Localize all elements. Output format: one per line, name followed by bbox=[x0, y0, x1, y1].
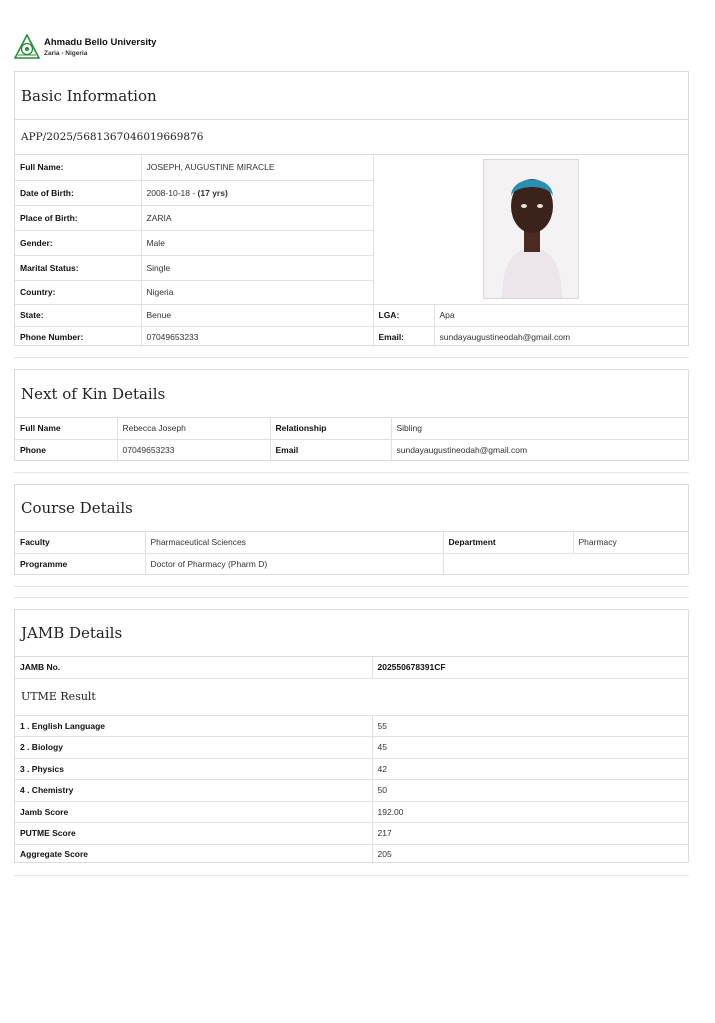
next-of-kin-title: Next of Kin Details bbox=[15, 370, 688, 418]
kin-full-name-value: Rebecca Joseph bbox=[117, 418, 270, 439]
dob-date: 2008-10-18 - bbox=[146, 187, 198, 198]
kin-relationship-label: Relationship bbox=[270, 418, 391, 439]
section-divider bbox=[14, 597, 689, 598]
next-of-kin-card bbox=[14, 369, 689, 461]
section-divider bbox=[14, 472, 689, 473]
subject-score: 45 bbox=[372, 736, 688, 758]
next-of-kin-table bbox=[15, 418, 688, 460]
basic-information-title: Basic Information bbox=[15, 72, 688, 120]
country-value: Nigeria bbox=[141, 280, 373, 304]
lga-label: LGA: bbox=[373, 304, 434, 326]
country-label: Country: bbox=[15, 280, 141, 304]
department-label: Department bbox=[443, 532, 573, 553]
dob-label: Date of Birth: bbox=[15, 180, 141, 205]
aggregate-score-label: Aggregate Score bbox=[15, 844, 372, 864]
kin-email-label: Email bbox=[270, 439, 391, 460]
course-details-card bbox=[14, 484, 689, 575]
photo-cell bbox=[373, 155, 688, 304]
application-number: APP/2025/5681367046019669876 bbox=[15, 120, 688, 155]
subject-label: 3 . Physics bbox=[15, 758, 372, 779]
jamb-score-value: 192.00 bbox=[372, 801, 688, 822]
section-divider bbox=[14, 875, 689, 876]
basic-information-table bbox=[15, 155, 688, 347]
jamb-no-value: 202550678391CF bbox=[372, 657, 688, 678]
jamb-details-table bbox=[15, 657, 688, 864]
email-label: Email: bbox=[373, 326, 434, 347]
kin-full-name-label: Full Name bbox=[15, 418, 117, 439]
course-details-table bbox=[15, 532, 688, 574]
state-label: State: bbox=[15, 304, 141, 326]
programme-label: Programme bbox=[15, 553, 145, 574]
jamb-details-card bbox=[14, 609, 689, 863]
gender-value: Male bbox=[141, 230, 373, 255]
university-location: Zaria - Nigeria bbox=[44, 50, 88, 57]
empty-cell bbox=[443, 553, 688, 574]
subject-label: 2 . Biology bbox=[15, 736, 372, 758]
utme-result-heading: UTME Result bbox=[15, 678, 688, 715]
section-divider bbox=[14, 586, 689, 587]
lga-value: Apa bbox=[434, 304, 688, 326]
kin-phone-value: 07049653233 bbox=[117, 439, 270, 460]
applicant-photo bbox=[483, 159, 579, 299]
full-name-value: JOSEPH, AUGUSTINE MIRACLE bbox=[141, 155, 373, 180]
putme-score-label: PUTME Score bbox=[15, 822, 372, 844]
programme-value: Doctor of Pharmacy (Pharm D) bbox=[145, 553, 443, 574]
email-value: sundayaugustineodah@gmail.com bbox=[434, 326, 688, 347]
faculty-label: Faculty bbox=[15, 532, 145, 553]
gender-label: Gender: bbox=[15, 230, 141, 255]
pob-value: ZARIA bbox=[141, 205, 373, 230]
subject-label: 4 . Chemistry bbox=[15, 779, 372, 801]
phone-number-value: 07049653233 bbox=[141, 326, 373, 347]
marital-status-label: Marital Status: bbox=[15, 255, 141, 280]
jamb-no-label: JAMB No. bbox=[15, 657, 372, 678]
state-value: Benue bbox=[141, 304, 373, 326]
phone-number-label: Phone Number: bbox=[15, 326, 141, 347]
putme-score-value: 217 bbox=[372, 822, 688, 844]
course-details-title: Course Details bbox=[15, 485, 688, 532]
subject-score: 42 bbox=[372, 758, 688, 779]
kin-phone-label: Phone bbox=[15, 439, 117, 460]
department-value: Pharmacy bbox=[573, 532, 688, 553]
university-name: Ahmadu Bello University bbox=[44, 37, 157, 48]
marital-status-value: Single bbox=[141, 255, 373, 280]
kin-relationship-value: Sibling bbox=[391, 418, 688, 439]
subject-score: 50 bbox=[372, 779, 688, 801]
kin-email-value: sundayaugustineodah@gmail.com bbox=[391, 439, 688, 460]
basic-information-card bbox=[14, 71, 689, 346]
age-value: (17 yrs) bbox=[197, 187, 228, 198]
subject-score: 55 bbox=[372, 715, 688, 736]
full-name-label: Full Name: bbox=[15, 155, 141, 180]
page-header bbox=[14, 34, 156, 60]
dob-value bbox=[141, 180, 373, 205]
section-divider bbox=[14, 357, 689, 358]
pob-label: Place of Birth: bbox=[15, 205, 141, 230]
subject-label: 1 . English Language bbox=[15, 715, 372, 736]
university-logo-icon bbox=[14, 34, 40, 60]
jamb-details-title: JAMB Details bbox=[15, 610, 688, 657]
aggregate-score-value: 205 bbox=[372, 844, 688, 864]
jamb-score-label: Jamb Score bbox=[15, 801, 372, 822]
faculty-value: Pharmaceutical Sciences bbox=[145, 532, 443, 553]
